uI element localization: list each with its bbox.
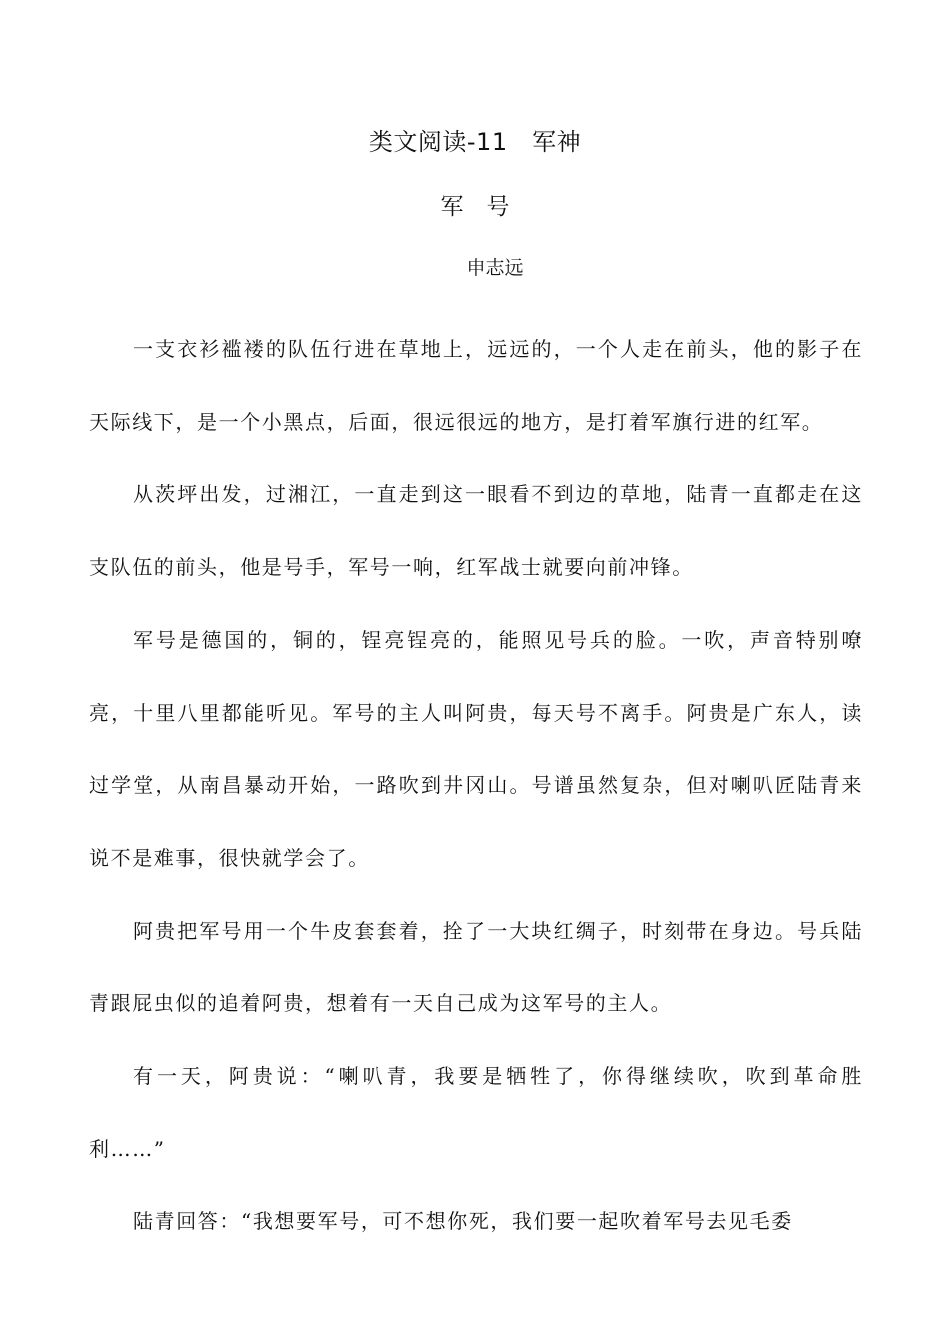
paragraph: 陆青回答：“我想要军号，可不想你死，我们要一起吹着军号去见毛委 [133, 1209, 793, 1234]
paragraph: 阿贵把军号用一个牛皮套套着，拴了一大块红绸子，时刻带在身边。号兵陆青跟屁虫似的追着阿贵，想着有一天自己成为这军号的主人。 [89, 918, 863, 1016]
document-title: 类文阅读-11 军神 [368, 128, 582, 156]
story-body [89, 313, 863, 1258]
paragraph: 有一天，阿贵说：“喇叭青，我要是牺牲了，你得继续吹，吹到革命胜利……” [89, 1064, 863, 1161]
paragraph: 从茨坪出发，过湘江，一直走到这一眼看不到边的草地，陆青一直都走在这支队伍的前头，他是号手，军号一响，红军战士就要向前冲锋。 [89, 482, 863, 580]
author-name: 申志远 [466, 257, 524, 279]
story-title: 军 号 [440, 194, 510, 220]
paragraph: 军号是德国的，铜的，锃亮锃亮的，能照见号兵的脸。一吹，声音特别嘹亮，十里八里都能听见。军号的主人叫阿贵，每天号不离手。阿贵是广东人，读过学堂，从南昌暴动开始，一路吹到井冈山。号谱虽然复杂，但对喇叭匠陆青来说不是难事，很快就学会了。 [89, 627, 863, 870]
paragraph: 一支衣衫褴褛的队伍行进在草地上，远远的，一个人走在前头，他的影子在天际线下，是一个小黑点，后面，很远很远的地方，是打着军旗行进的红军。 [89, 337, 863, 434]
